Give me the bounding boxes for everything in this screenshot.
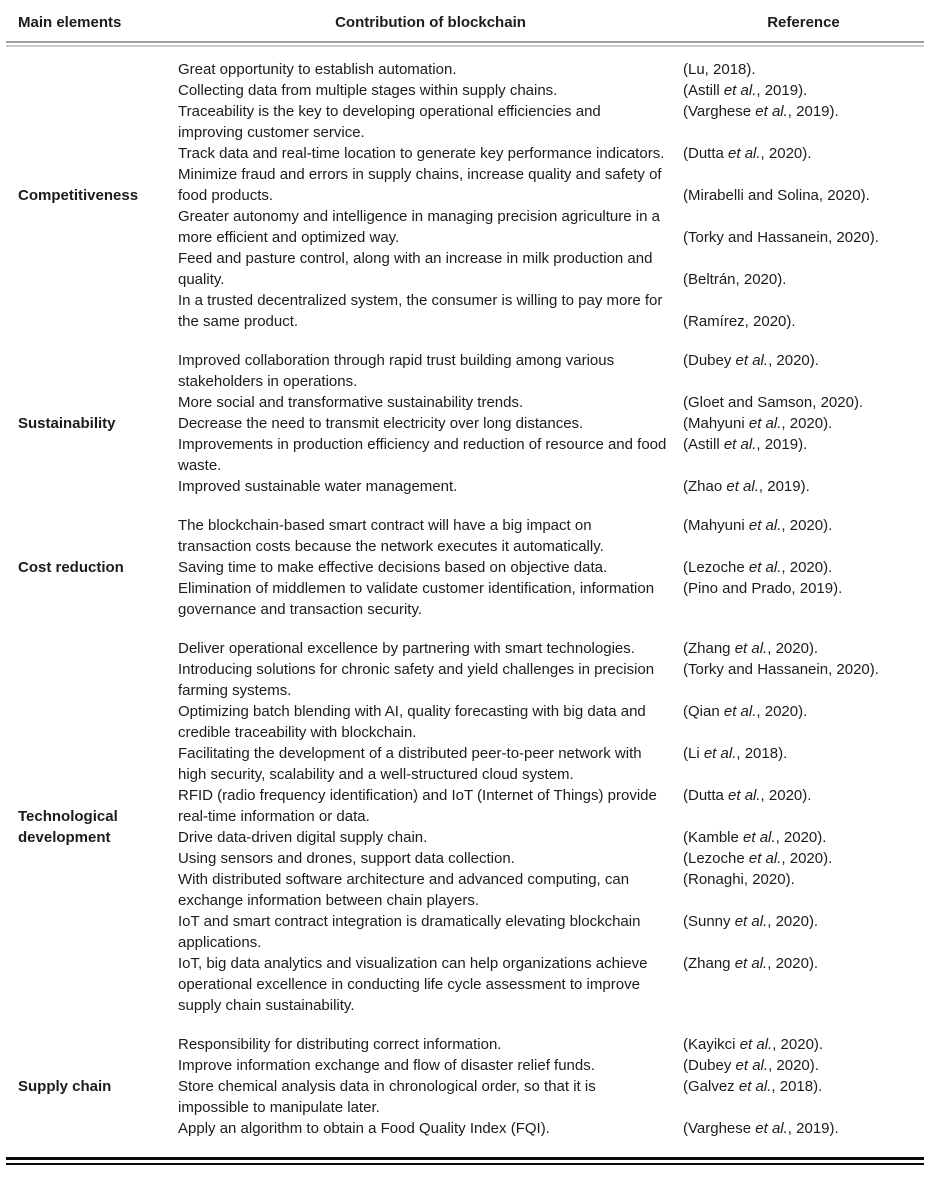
contribution-text: Improved sustainable water management. xyxy=(178,478,458,495)
contribution-text: Great opportunity to establish automation. xyxy=(178,61,457,78)
contribution-text: Store chemical analysis data in chronological order, so that it is impossible to manipulate later. xyxy=(178,1078,596,1116)
et-al-italic: et al. xyxy=(734,913,768,930)
table-row xyxy=(178,869,924,911)
table-section xyxy=(6,350,924,497)
section-rows xyxy=(178,638,924,1016)
section-rows xyxy=(178,515,924,620)
reference-text: (Kamble et al., 2020). xyxy=(683,829,827,846)
contribution-text: RFID (radio frequency identification) and IoT (Internet of Things) provide real-time information or data. xyxy=(178,787,657,825)
et-al-italic: et al. xyxy=(738,1078,772,1095)
et-al-italic: et al. xyxy=(739,1036,773,1053)
table-row xyxy=(178,827,924,848)
reference-text: (Dutta et al., 2020). xyxy=(683,787,812,804)
et-al-italic: et al. xyxy=(748,415,782,432)
contribution-text: Optimizing batch blending with AI, quality forecasting with big data and credible traceability with blockchain. xyxy=(178,703,646,741)
reference-text: (Ronaghi, 2020). xyxy=(683,871,795,888)
contribution-text: Feed and pasture control, along with an increase in milk production and quality. xyxy=(178,250,653,288)
reference-text: (Beltrán, 2020). xyxy=(683,271,787,288)
table-body xyxy=(6,59,924,1139)
contribution-text: Responsibility for distributing correct information. xyxy=(178,1036,502,1053)
et-al-italic: et al. xyxy=(734,955,768,972)
contribution-text: Improved collaboration through rapid trust building among various stakeholders in operations. xyxy=(178,352,615,390)
table-row xyxy=(178,578,924,620)
et-al-italic: et al. xyxy=(748,850,782,867)
et-al-italic: et al. xyxy=(723,82,757,99)
table-row xyxy=(178,1055,924,1076)
reference-text: (Dutta et al., 2020). xyxy=(683,145,812,162)
reference-text: (Mirabelli and Solina, 2020). xyxy=(683,187,870,204)
table-section xyxy=(6,1034,924,1139)
table-row xyxy=(178,392,924,413)
contribution-text: Traceability is the key to developing operational efficiencies and improving customer service. xyxy=(178,103,601,141)
et-al-italic: et al. xyxy=(735,1057,769,1074)
reference-text: (Zhang et al., 2020). xyxy=(683,640,819,657)
reference-text: (Zhang et al., 2020). xyxy=(683,955,819,972)
reference-text: (Kayikci et al., 2020). xyxy=(683,1036,824,1053)
table-row xyxy=(178,743,924,785)
reference-text: (Pino and Prado, 2019). xyxy=(683,580,843,597)
main-element-label: Supply chain xyxy=(18,1078,112,1095)
contribution-text: Using sensors and drones, support data collection. xyxy=(178,850,515,867)
et-al-italic: et al. xyxy=(743,829,776,846)
table-row xyxy=(178,290,924,332)
table-row xyxy=(178,1118,924,1139)
table-row xyxy=(178,701,924,743)
table-row xyxy=(178,350,924,392)
contribution-text: Track data and real-time location to generate key performance indicators. xyxy=(178,145,665,162)
reference-text: (Astill et al., 2019). xyxy=(683,82,808,99)
reference-text: (Gloet and Samson, 2020). xyxy=(683,394,864,411)
reference-text: (Torky and Hassanein, 2020). xyxy=(683,229,879,246)
section-rows xyxy=(178,350,924,497)
table-row xyxy=(178,80,924,101)
table-row xyxy=(178,659,924,701)
header-main-elements: Main elements xyxy=(18,14,122,31)
header-reference: Reference xyxy=(767,14,840,31)
table-row xyxy=(178,785,924,827)
et-al-italic: et al. xyxy=(703,745,737,762)
main-element-label: Cost reduction xyxy=(18,559,124,576)
table-row xyxy=(178,1034,924,1055)
section-rows xyxy=(178,1034,924,1139)
table-row xyxy=(178,515,924,557)
reference-text: (Qian et al., 2020). xyxy=(683,703,808,720)
reference-text: (Astill et al., 2019). xyxy=(683,436,808,453)
et-al-italic: et al. xyxy=(755,103,788,120)
contribution-text: The blockchain-based smart contract will have a big impact on transaction costs because the network executes it automatically. xyxy=(178,517,604,555)
contribution-text: Elimination of middlemen to validate customer identification, information governance and transaction security. xyxy=(178,580,655,618)
contribution-text: Decrease the need to transmit electricity over long distances. xyxy=(178,415,584,432)
header-contribution: Contribution of blockchain xyxy=(335,14,526,31)
contribution-text: Facilitating the development of a distributed peer-to-peer network with high security, scalability and a well-structured cloud system. xyxy=(178,745,642,783)
table-row xyxy=(178,413,924,434)
reference-text: (Sunny et al., 2020). xyxy=(683,913,819,930)
reference-text: (Dubey et al., 2020). xyxy=(683,352,819,369)
contribution-text: In a trusted decentralized system, the consumer is willing to pay more for the same product. xyxy=(178,292,663,330)
table-row xyxy=(178,434,924,476)
contribution-text: IoT, big data analytics and visualization can help organizations achieve operational excellence in conducting life cycle assessment to improve supply chain sustainability. xyxy=(178,955,648,1014)
reference-text: (Torky and Hassanein, 2020). xyxy=(683,661,879,678)
contribution-text: Improvements in production efficiency and reduction of resource and food waste. xyxy=(178,436,667,474)
reference-text: (Li et al., 2018). xyxy=(683,745,788,762)
table-row xyxy=(178,953,924,1016)
et-al-italic: et al. xyxy=(726,478,759,495)
reference-text: (Mahyuni et al., 2020). xyxy=(683,415,833,432)
reference-text: (Varghese et al., 2019). xyxy=(683,103,839,120)
contribution-text: Apply an algorithm to obtain a Food Quality Index (FQI). xyxy=(178,1120,550,1137)
contribution-text: IoT and smart contract integration is dramatically elevating blockchain applications. xyxy=(178,913,641,951)
reference-text: (Zhao et al., 2019). xyxy=(683,478,810,495)
table-row xyxy=(178,206,924,248)
contribution-text: Greater autonomy and intelligence in managing precision agriculture in a more efficient and optimized way. xyxy=(178,208,660,246)
main-element-label: Sustainability xyxy=(18,415,116,432)
contribution-text: Deliver operational excellence by partnering with smart technologies. xyxy=(178,640,635,657)
table-row xyxy=(178,248,924,290)
et-al-italic: et al. xyxy=(723,436,757,453)
contribution-text: More social and transformative sustainability trends. xyxy=(178,394,524,411)
table-row xyxy=(178,911,924,953)
table-row xyxy=(178,101,924,143)
table-row xyxy=(178,1076,924,1118)
reference-text: (Lu, 2018). xyxy=(683,61,756,78)
contribution-text: Collecting data from multiple stages within supply chains. xyxy=(178,82,558,99)
reference-text: (Lezoche et al., 2020). xyxy=(683,850,833,867)
et-al-italic: et al. xyxy=(748,517,782,534)
table-section xyxy=(6,515,924,620)
table-row xyxy=(178,143,924,164)
main-element-label: Technological development xyxy=(18,808,118,846)
contribution-text: Saving time to make effective decisions based on objective data. xyxy=(178,559,608,576)
table-row xyxy=(178,557,924,578)
table-row xyxy=(178,638,924,659)
reference-text: (Ramírez, 2020). xyxy=(683,313,796,330)
table-row xyxy=(178,476,924,497)
contribution-text: Drive data-driven digital supply chain. xyxy=(178,829,428,846)
contribution-text: Improve information exchange and flow of disaster relief funds. xyxy=(178,1057,595,1074)
et-al-italic: et al. xyxy=(734,640,768,657)
main-element-label: Competitiveness xyxy=(18,187,139,204)
table-bottom-rule xyxy=(6,1157,924,1165)
table-section xyxy=(6,638,924,1016)
table-header-row xyxy=(6,6,924,41)
et-al-italic: et al. xyxy=(755,1120,788,1137)
reference-text: (Lezoche et al., 2020). xyxy=(683,559,833,576)
et-al-italic: et al. xyxy=(735,352,769,369)
reference-text: (Dubey et al., 2020). xyxy=(683,1057,819,1074)
et-al-italic: et al. xyxy=(728,787,761,804)
table-row xyxy=(178,59,924,80)
et-al-italic: et al. xyxy=(723,703,757,720)
table-section xyxy=(6,59,924,332)
et-al-italic: et al. xyxy=(748,559,782,576)
header-divider-rule xyxy=(6,41,924,47)
et-al-italic: et al. xyxy=(728,145,761,162)
reference-text: (Varghese et al., 2019). xyxy=(683,1120,839,1137)
reference-text: (Mahyuni et al., 2020). xyxy=(683,517,833,534)
table-row xyxy=(178,848,924,869)
contribution-text: Introducing solutions for chronic safety and yield challenges in precision farming systems. xyxy=(178,661,655,699)
reference-text: (Galvez et al., 2018). xyxy=(683,1078,823,1095)
contribution-text: With distributed software architecture and advanced computing, can exchange information between chain players. xyxy=(178,871,630,909)
table-row xyxy=(178,164,924,206)
contribution-text: Minimize fraud and errors in supply chains, increase quality and safety of food products. xyxy=(178,166,662,204)
section-rows xyxy=(178,59,924,332)
